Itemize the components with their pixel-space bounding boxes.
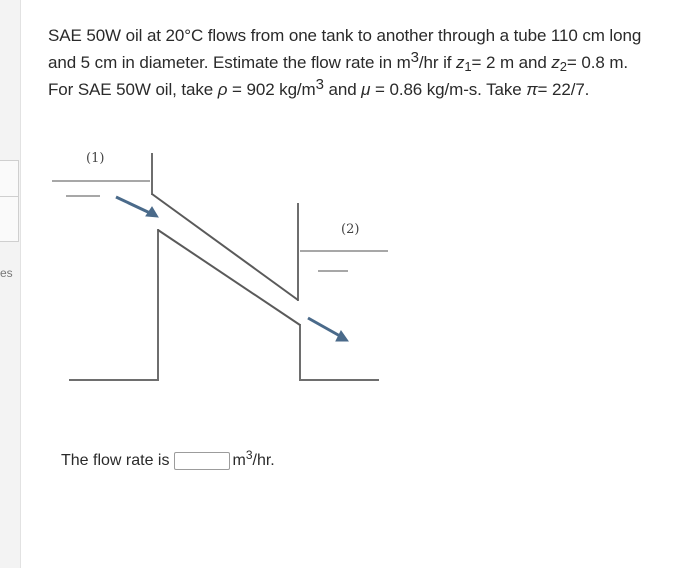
- exponent: 3: [315, 76, 324, 93]
- flow-rate-input[interactable]: [174, 452, 230, 470]
- z2-subscript: 2: [559, 59, 567, 74]
- answer-prefix: The flow rate is: [61, 452, 170, 469]
- unit-tail: /hr.: [252, 452, 275, 469]
- tube-lower-wall: [158, 230, 300, 325]
- problem-text: /hr if: [418, 53, 456, 72]
- pi-symbol: π: [526, 80, 538, 99]
- tube-upper-wall: [152, 194, 298, 300]
- z2-value: = 0.8 m.: [566, 53, 628, 72]
- problem-text: SAE 50W oil at 20°C flows from one tank to another through a tube 110 cm long: [48, 26, 642, 45]
- problem-text: and 5 cm in diameter. Estimate the flow rate in m: [48, 53, 411, 72]
- unit-exponent: 3: [245, 448, 253, 462]
- answer-unit: [232, 448, 275, 470]
- z1-variable: z: [456, 53, 465, 72]
- exponent: 3: [410, 49, 419, 66]
- mu-symbol: μ: [361, 80, 371, 99]
- label-point-2: (2): [341, 222, 360, 237]
- problem-text: For SAE 50W oil, take: [48, 80, 218, 99]
- flow-arrow-inlet: [116, 197, 150, 213]
- z1-subscript: 1: [464, 59, 472, 74]
- z2-variable: z: [551, 53, 560, 72]
- answer-row: [61, 448, 275, 470]
- problem-text: and: [323, 80, 362, 99]
- rho-symbol: ρ: [217, 80, 228, 99]
- unit-base: m: [232, 452, 246, 469]
- density-value: = 902 kg/m: [227, 80, 316, 99]
- z1-value: = 2 m and: [471, 53, 552, 72]
- viscosity-value: = 0.86 kg/m-s. Take: [370, 80, 527, 99]
- fragment-label: es: [0, 266, 13, 280]
- pi-value: = 22/7.: [537, 80, 590, 99]
- flow-arrow-outlet: [308, 318, 340, 336]
- label-point-1: (1): [86, 151, 105, 166]
